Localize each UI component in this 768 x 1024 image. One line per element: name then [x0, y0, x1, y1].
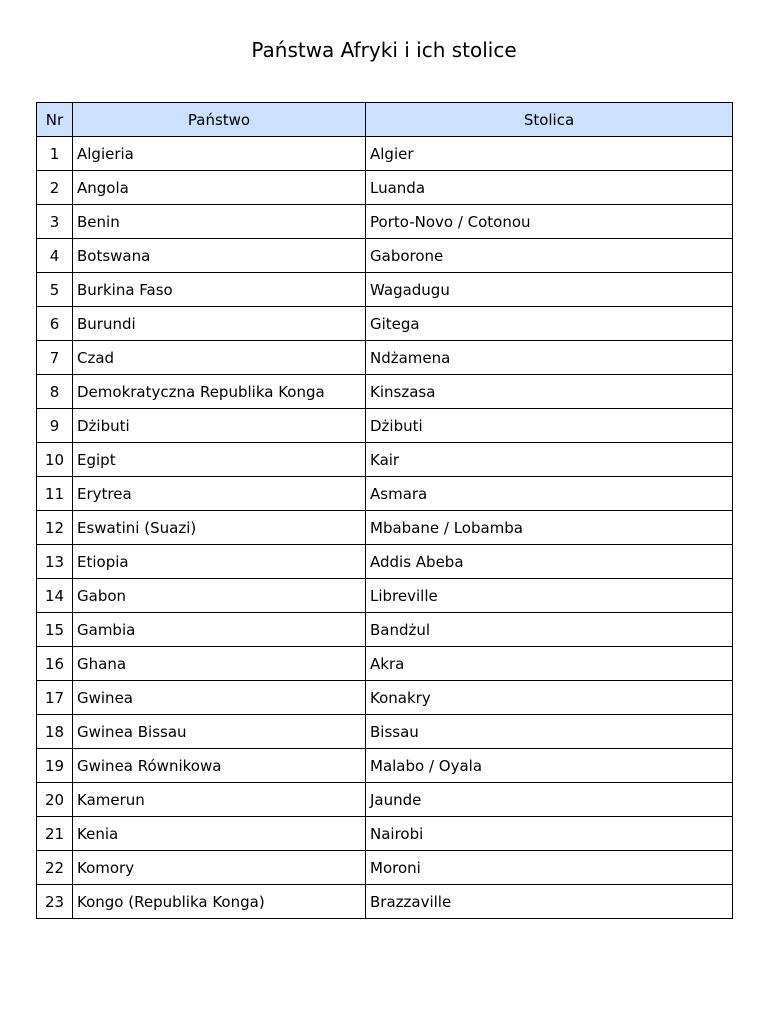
table-header: [37, 103, 733, 137]
table-row: [37, 545, 733, 579]
cell-capital: Jaunde: [366, 783, 733, 817]
table-row: [37, 613, 733, 647]
cell-country: Etiopia: [73, 545, 366, 579]
cell-nr: 8: [37, 375, 73, 409]
table-row: [37, 715, 733, 749]
cell-capital: Dżibuti: [366, 409, 733, 443]
cell-country: Kamerun: [73, 783, 366, 817]
cell-nr: 3: [37, 205, 73, 239]
cell-nr: 23: [37, 885, 73, 919]
table-row: [37, 817, 733, 851]
cell-nr: 13: [37, 545, 73, 579]
cell-country: Czad: [73, 341, 366, 375]
column-header-nr: Nr: [37, 103, 73, 137]
column-header-country: Państwo: [73, 103, 366, 137]
cell-nr: 12: [37, 511, 73, 545]
cell-country: Kongo (Republika Konga): [73, 885, 366, 919]
cell-capital: Nairobi: [366, 817, 733, 851]
table-row: [37, 511, 733, 545]
cell-nr: 16: [37, 647, 73, 681]
cell-country: Benin: [73, 205, 366, 239]
cell-capital: Mbabane / Lobamba: [366, 511, 733, 545]
cell-capital: Konakry: [366, 681, 733, 715]
cell-capital: Porto-Novo / Cotonou: [366, 205, 733, 239]
cell-capital: Addis Abeba: [366, 545, 733, 579]
cell-nr: 18: [37, 715, 73, 749]
cell-country: Burundi: [73, 307, 366, 341]
table-row: [37, 579, 733, 613]
cell-nr: 10: [37, 443, 73, 477]
cell-capital: Algier: [366, 137, 733, 171]
cell-capital: Gitega: [366, 307, 733, 341]
cell-country: Gwinea: [73, 681, 366, 715]
table-row: [37, 341, 733, 375]
cell-nr: 21: [37, 817, 73, 851]
cell-nr: 1: [37, 137, 73, 171]
cell-capital: Bissau: [366, 715, 733, 749]
table-row: [37, 681, 733, 715]
cell-nr: 15: [37, 613, 73, 647]
cell-nr: 4: [37, 239, 73, 273]
cell-country: Eswatini (Suazi): [73, 511, 366, 545]
cell-capital: Akra: [366, 647, 733, 681]
cell-capital: Luanda: [366, 171, 733, 205]
cell-capital: Ndżamena: [366, 341, 733, 375]
table-body: [37, 137, 733, 919]
cell-country: Gwinea Równikowa: [73, 749, 366, 783]
cell-country: Gwinea Bissau: [73, 715, 366, 749]
table-row: [37, 137, 733, 171]
table-row: [37, 851, 733, 885]
table-row: [37, 885, 733, 919]
cell-capital: Moroni: [366, 851, 733, 885]
cell-capital: Kinszasa: [366, 375, 733, 409]
cell-country: Algieria: [73, 137, 366, 171]
cell-nr: 9: [37, 409, 73, 443]
cell-country: Erytrea: [73, 477, 366, 511]
cell-capital: Asmara: [366, 477, 733, 511]
cell-country: Angola: [73, 171, 366, 205]
table-row: [37, 749, 733, 783]
header-row: [37, 103, 733, 137]
table-row: [37, 205, 733, 239]
cell-nr: 11: [37, 477, 73, 511]
cell-nr: 2: [37, 171, 73, 205]
cell-country: Egipt: [73, 443, 366, 477]
column-header-capital: Stolica: [366, 103, 733, 137]
table-row: [37, 273, 733, 307]
table-row: [37, 239, 733, 273]
cell-nr: 17: [37, 681, 73, 715]
table-row: [37, 647, 733, 681]
table-row: [37, 477, 733, 511]
cell-capital: Brazzaville: [366, 885, 733, 919]
cell-nr: 5: [37, 273, 73, 307]
cell-nr: 14: [37, 579, 73, 613]
cell-capital: Bandżul: [366, 613, 733, 647]
cell-country: Burkina Faso: [73, 273, 366, 307]
table-row: [37, 171, 733, 205]
cell-country: Gabon: [73, 579, 366, 613]
table-row: [37, 375, 733, 409]
cell-country: Botswana: [73, 239, 366, 273]
cell-country: Kenia: [73, 817, 366, 851]
table-row: [37, 409, 733, 443]
page-title: Państwa Afryki i ich stolice: [251, 38, 517, 62]
cell-capital: Gaborone: [366, 239, 733, 273]
cell-capital: Libreville: [366, 579, 733, 613]
cell-country: Gambia: [73, 613, 366, 647]
cell-country: Dżibuti: [73, 409, 366, 443]
countries-table: [36, 102, 733, 919]
table-row: [37, 783, 733, 817]
cell-capital: Wagadugu: [366, 273, 733, 307]
cell-capital: Kair: [366, 443, 733, 477]
cell-country: Komory: [73, 851, 366, 885]
cell-country: Ghana: [73, 647, 366, 681]
table-row: [37, 307, 733, 341]
cell-nr: 20: [37, 783, 73, 817]
cell-nr: 7: [37, 341, 73, 375]
cell-country: Demokratyczna Republika Konga: [73, 375, 366, 409]
table-row: [37, 443, 733, 477]
cell-nr: 22: [37, 851, 73, 885]
cell-capital: Malabo / Oyala: [366, 749, 733, 783]
cell-nr: 6: [37, 307, 73, 341]
cell-nr: 19: [37, 749, 73, 783]
